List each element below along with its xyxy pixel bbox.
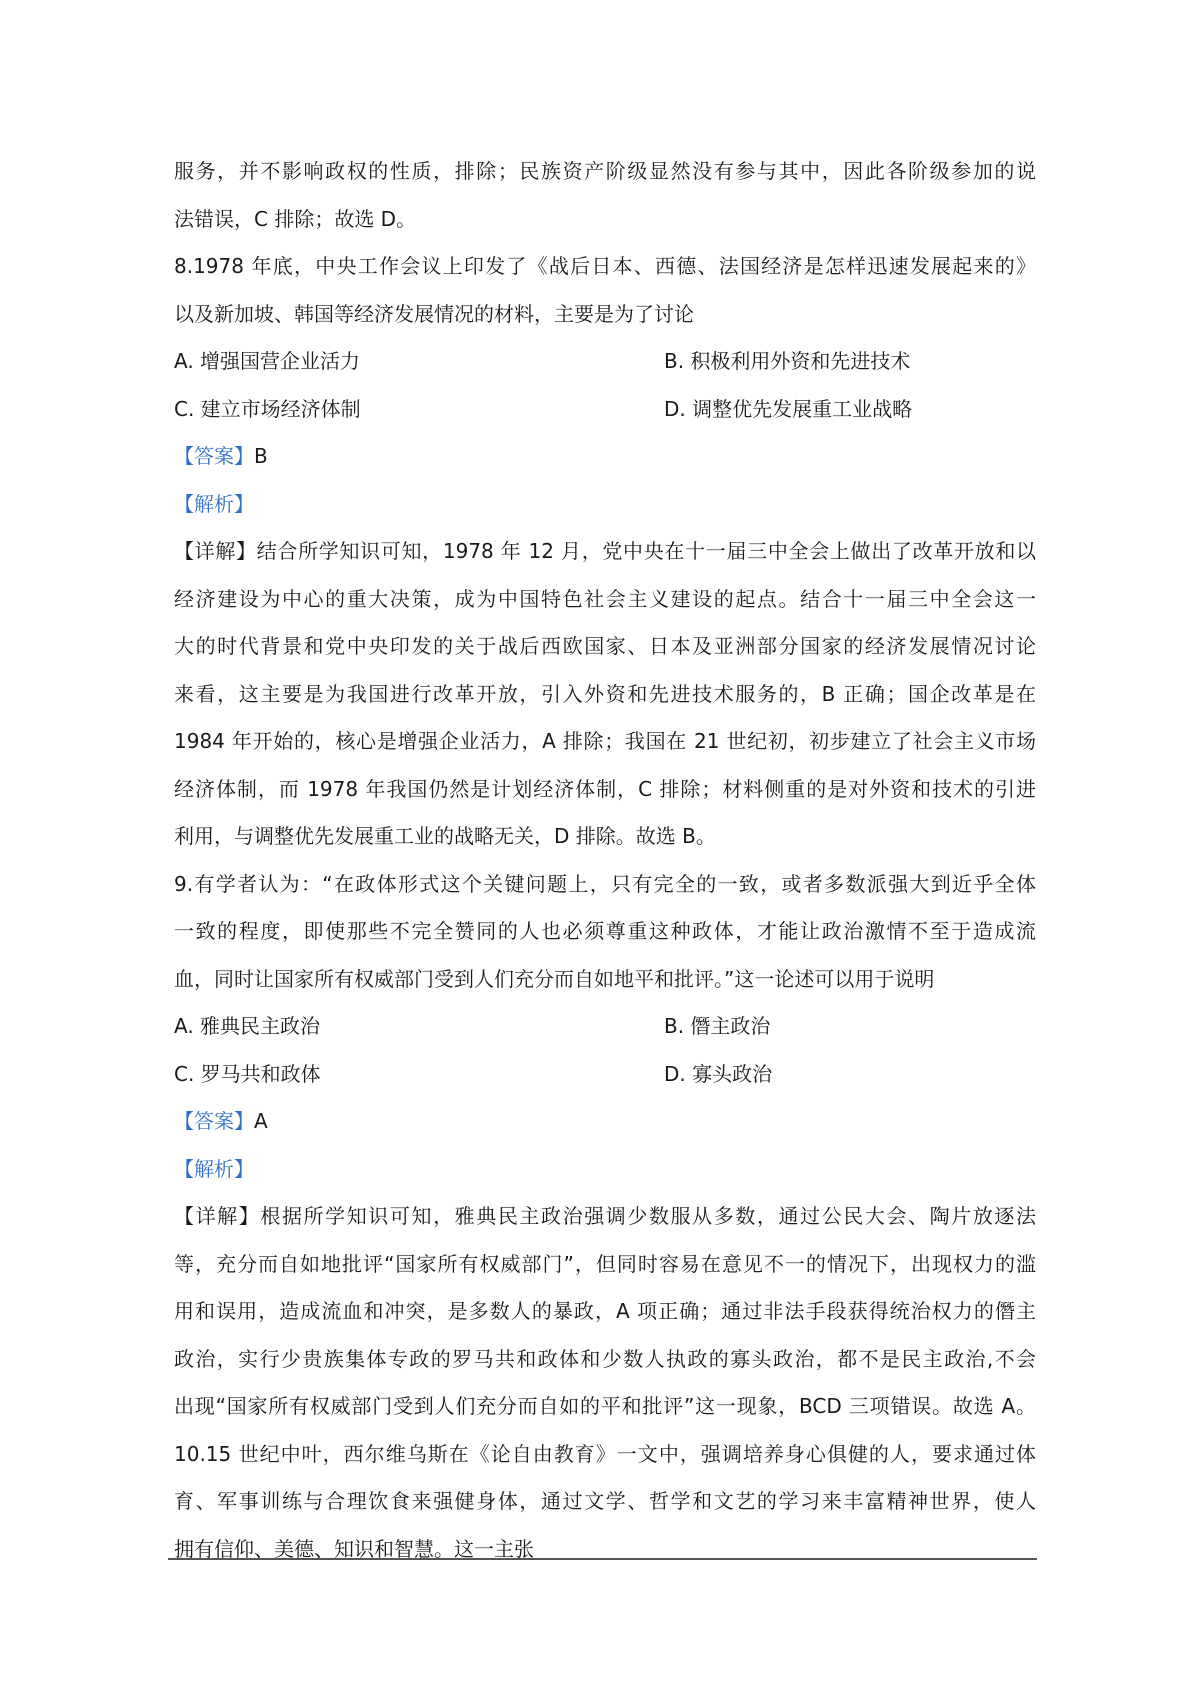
q9-detail-line-3: 用和误用，造成流血和冲突，是多数人的暴政，A 项正确；通过非法手段获得统治权力的僭主 [174,1299,1036,1323]
q9-stem-line-1: 9.有学者认为：“在政体形式这个关键问题上，只有完全的一致，或者多数派强大到近乎全体 [174,871,1036,896]
prev-answer-line-2: 法错误，C 排除；故选 D。 [174,206,417,231]
q8-detail-line-2: 经济建设为中心的重大决策，成为中国特色社会主义建设的起点。结合十一届三中全会这一 [174,586,1036,611]
q9-option-c: C. 罗马共和政体 [174,1061,321,1086]
q9-detail-line-4: 政治，实行少贵族集体专政的罗马共和政体和少数人执政的寡头政治，都不是民主政治,不会 [174,1346,1036,1371]
q9-option-b: B. 僭主政治 [664,1014,771,1038]
q8-options-row-2 [174,386,1036,434]
q9-detail-text-1: 根据所学知识可知，雅典民主政治强调少数服从多数，通过公民大会、陶片放逐法 [260,1204,1036,1228]
q8-analysis-label: 【解析】 [174,491,254,516]
q8-detail-label: 【详解】 [174,539,257,563]
q8-option-d: D. 调整优先发展重工业战略 [664,396,913,421]
q8-detail-text-1: 结合所学知识可知，1978 年 12 月，党中央在十一届三中全会上做出了改革开放和以 [256,539,1037,563]
q8-answer-value: B [254,444,268,468]
q8-option-c: C. 建立市场经济体制 [174,396,361,421]
q9-detail-line-2: 等，充分而自如地批评“国家所有权威部门”，但同时容易在意见不一的情况下，出现权力的滥 [174,1251,1036,1276]
q9-option-d: D. 寡头政治 [664,1061,773,1086]
q8-option-b: B. 积极利用外资和先进技术 [664,349,911,373]
q8-option-a: A. 增强国营企业活力 [174,349,361,373]
q9-options-row-1 [174,1003,1036,1051]
footer-divider [168,1558,1037,1560]
q9-answer-label: 【答案】 [174,1109,254,1133]
q8-detail-line-5: 1984 年开始的，核心是增强企业活力，A 排除；我国在 21 世纪初，初步建立了社会主义市场 [174,729,1036,753]
q9-answer [174,1098,1036,1146]
q8-stem-line-1: 8.1978 年底，中央工作会议上印发了《战后日本、西德、法国经济是怎样迅速发展起来的》 [174,254,1036,278]
q8-detail-line-7: 利用，与调整优先发展重工业的战略无关，D 排除。故选 B。 [174,824,716,848]
q9-analysis-label: 【解析】 [174,1156,254,1181]
q8-detail-line-3: 大的时代背景和党中央印发的关于战后西欧国家、日本及亚洲部分国家的经济发展情况讨论 [174,634,1036,658]
q10-stem-line-2: 育、军事训练与合理饮食来强健身体，通过文学、哲学和文艺的学习来丰富精神世界，使人 [174,1489,1036,1513]
q9-stem-line-2: 一致的程度，即使那些不完全赞同的人也必须尊重这种政体，才能让政治激情不至于造成流 [174,919,1036,943]
q8-detail-line-1 [174,528,1036,576]
q9-detail-label: 【详解】 [174,1204,261,1228]
q9-stem-line-3: 血，同时让国家所有权威部门受到人们充分而自如地平和批评。”这一论述可以用于说明 [174,966,935,991]
q8-detail-line-4: 来看，这主要是为我国进行改革开放，引入外资和先进技术服务的，B 正确；国企改革是在 [174,681,1036,706]
q8-answer [174,433,1036,481]
prev-answer-line-1: 服务，并不影响政权的性质，排除；民族资产阶级显然没有参与其中，因此各阶级参加的说 [174,159,1036,183]
q8-options-row-1 [174,338,1036,386]
document-content [174,148,1036,1573]
q9-detail-line-1 [174,1193,1036,1241]
q10-stem-line-3: 拥有信仰、美德、知识和智慧。这一主张 [174,1536,534,1561]
q8-answer-label: 【答案】 [174,444,254,468]
q8-detail-line-6: 经济体制，而 1978 年我国仍然是计划经济体制，C 排除；材料侧重的是对外资和技术的引进 [174,776,1036,801]
q10-stem-line-1: 10.15 世纪中叶，西尔维乌斯在《论自由教育》一文中，强调培养身心俱健的人，要求通过体 [174,1441,1036,1466]
q9-option-a: A. 雅典民主政治 [174,1014,321,1038]
q9-options-row-2 [174,1051,1036,1099]
q9-answer-value: A [254,1109,268,1133]
q9-detail-line-5: 出现“国家所有权威部门受到人们充分而自如的平和批评”这一现象，BCD 三项错误。故选 A。 [174,1394,1036,1418]
q8-stem-line-2: 以及新加坡、韩国等经济发展情况的材料，主要是为了讨论 [174,301,694,326]
